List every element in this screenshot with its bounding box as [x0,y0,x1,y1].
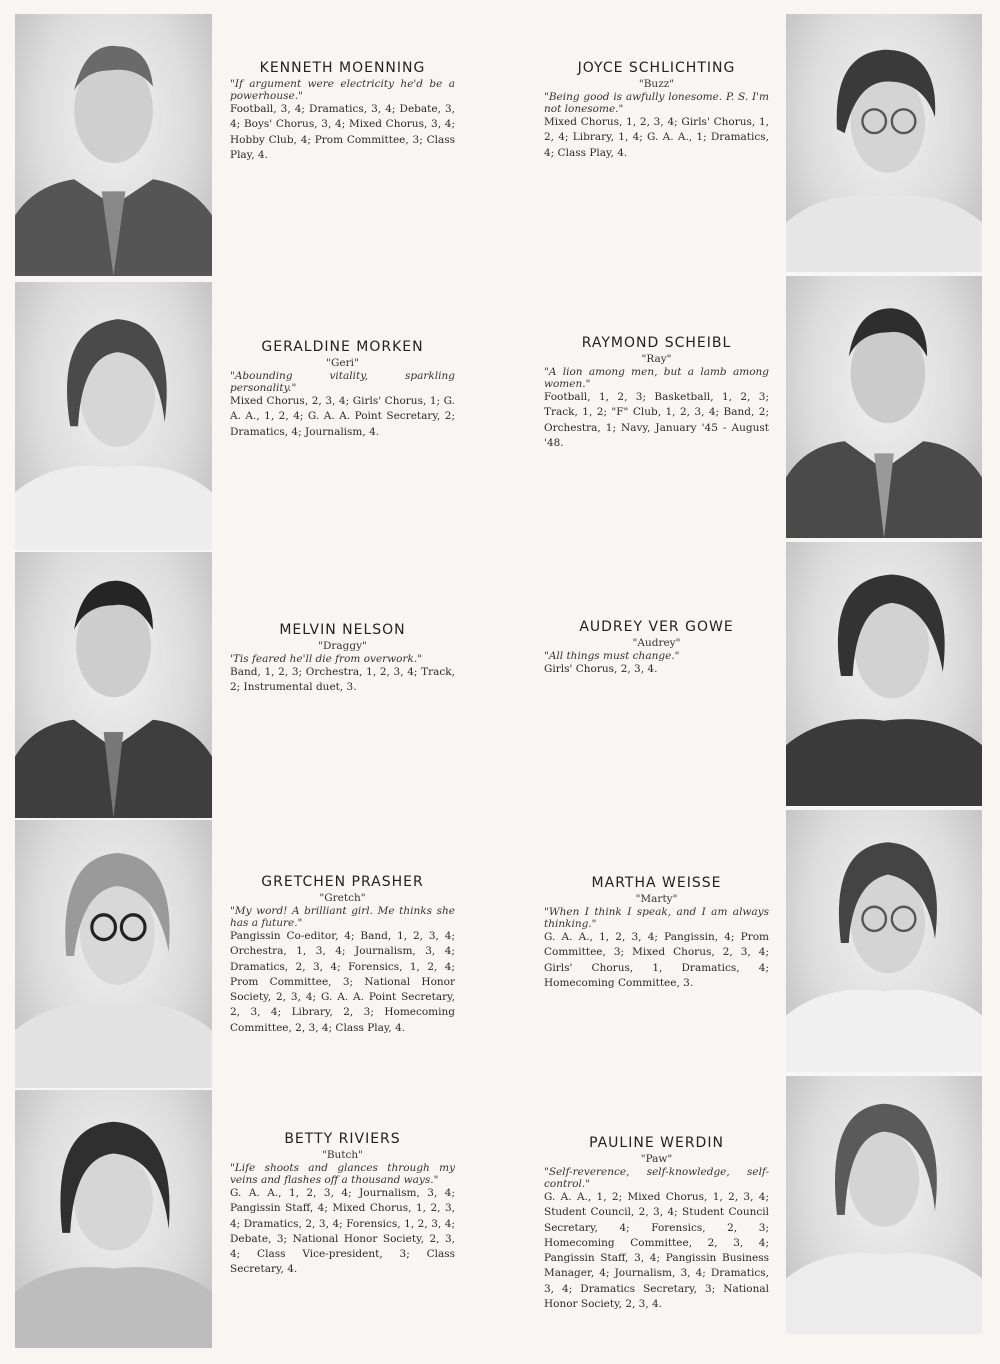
senior-quote: "A lion among men, but a lamb among women." [544,366,769,390]
senior-name: MELVIN NELSON [279,622,406,638]
portrait-geraldine-morken [15,282,212,550]
senior-entry-raymond-scheibl [544,335,769,451]
senior-nickname: "Butch" [321,1149,363,1161]
senior-activities: Girls' Chorus, 2, 3, 4. [544,663,658,675]
senior-name: BETTY RIVIERS [284,1131,401,1147]
senior-activities: Football, 1, 2, 3; Basketball, 1, 2, 3; Track, 1, 2; "F" Club, 1, 2, 3, 4; Band, 2; Orchestra, 1; Navy, January '45 - August '48. [544,391,769,449]
senior-quote: 'Tis feared he'll die from overwork." [230,653,423,665]
senior-entry-audrey-ver-gowe [544,619,769,677]
senior-nickname: "Buzz" [638,78,675,90]
portrait-betty-riviers [15,1090,212,1348]
senior-entry-joyce-schlichting [544,60,769,161]
senior-activities: G. A. A., 1, 2; Mixed Chorus, 1, 2, 3, 4; Student Council, 2, 3, 4; Student Council Secretary, 4; Forensics, 2, 3; Homecoming Committee, 2, 3, 4; Pangissin Staff, 3, 4; Pangissin Business Manager, 4; Journalism, 3, 4; Dramatics, 3, 4; Dramatics Secretary, 3; National Honor Society, 2, 3, 4. [544,1191,769,1311]
senior-activities: G. A. A., 1, 2, 3, 4; Pangissin, 4; Prom Committee, 3; Mixed Chorus, 2, 3, 4; Girls' Chorus, 1, Dramatics, 4; Homecoming Committee, 3. [544,931,769,989]
senior-entry-martha-weisse [544,875,769,991]
senior-quote: "All things must change." [544,650,680,662]
senior-activities: Band, 1, 2, 3; Orchestra, 1, 2, 3, 4; Track, 2; Instrumental duet, 3. [230,666,455,694]
portrait-melvin-nelson [15,552,212,818]
senior-quote: "Being good is awfully lonesome. P. S. I'm not lonesome." [544,91,769,115]
senior-nickname: "Audrey" [632,637,681,649]
senior-entry-melvin-nelson [230,622,455,696]
senior-nickname: "Ray" [641,353,672,365]
portrait-raymond-scheibl [786,276,982,538]
portrait-pauline-werdin [786,1076,982,1334]
senior-name: KENNETH MOENNING [259,60,426,76]
senior-nickname: "Gretch" [319,892,366,904]
senior-quote: "Abounding vitality, sparkling personality." [230,370,455,394]
senior-entry-kenneth-moenning [230,60,455,163]
senior-quote: "My word! A brilliant girl. Me thinks she has a future." [230,905,455,929]
senior-nickname: "Geri" [326,357,359,369]
senior-entry-betty-riviers [230,1131,455,1278]
senior-name: JOYCE SCHLICHTING [577,60,736,76]
portrait-martha-weisse [786,810,982,1072]
senior-nickname: "Marty" [635,893,678,905]
senior-quote: "When I think I speak, and I am always thinking." [544,906,769,930]
senior-name: PAULINE WERDIN [589,1135,724,1151]
portrait-gretchen-prasher [15,820,212,1088]
senior-entry-gretchen-prasher [230,874,455,1036]
senior-activities: Football, 3, 4; Dramatics, 3, 4; Debate, 3, 4; Boys' Chorus, 3, 4; Mixed Chorus, 3, 4; Hobby Club, 4; Prom Committee, 3; Class Play, 4. [230,103,455,161]
senior-quote: "If argument were electricity he'd be a powerhouse." [230,78,455,102]
senior-activities: G. A. A., 1, 2, 3, 4; Journalism, 3, 4; Pangissin Staff, 4; Mixed Chorus, 1, 2, 3, 4; Dramatics, 2, 3, 4; Forensics, 1, 2, 3, 4; Debate, 3; National Honor Society, 2, 3, 4; Class Vice-president, 3; Class Secretary, 4. [230,1187,455,1276]
senior-name: GERALDINE MORKEN [261,339,424,355]
senior-name: RAYMOND SCHEIBL [581,335,732,351]
senior-entry-geraldine-morken [230,339,455,440]
senior-name: MARTHA WEISSE [591,875,722,891]
portrait-audrey-ver-gowe [786,542,982,806]
senior-activities: Pangissin Co-editor, 4; Band, 1, 2, 3, 4; Orchestra, 1, 3, 4; Journalism, 3, 4; Dramatics, 2, 3, 4; Forensics, 1, 2, 4; Prom Committee, 3; National Honor Society, 2, 3, 4; G. A. A. Point Secretary, 2, 3, 4; Library, 2, 3; Homecoming Committee, 2, 3, 4; Class Play, 4. [230,930,455,1034]
senior-quote: "Self-reverence, self-knowledge, self-control." [544,1166,769,1190]
senior-nickname: "Paw" [640,1153,673,1165]
portrait-kenneth-moenning [15,14,212,276]
senior-entry-pauline-werdin [544,1135,769,1312]
portrait-joyce-schlichting [786,14,982,272]
senior-activities: Mixed Chorus, 1, 2, 3, 4; Girls' Chorus, 1, 2, 4; Library, 1, 4; G. A. A., 1; Dramatics, 4; Class Play, 4. [544,116,769,159]
senior-activities: Mixed Chorus, 2, 3, 4; Girls' Chorus, 1; G. A. A., 1, 2, 4; G. A. A. Point Secretary, 2; Dramatics, 4; Journalism, 4. [230,395,455,438]
senior-nickname: "Draggy" [318,640,367,652]
senior-name: GRETCHEN PRASHER [261,874,424,890]
senior-quote: "Life shoots and glances through my veins and flashes off a thousand ways." [230,1162,455,1186]
senior-name: AUDREY VER GOWE [579,619,734,635]
